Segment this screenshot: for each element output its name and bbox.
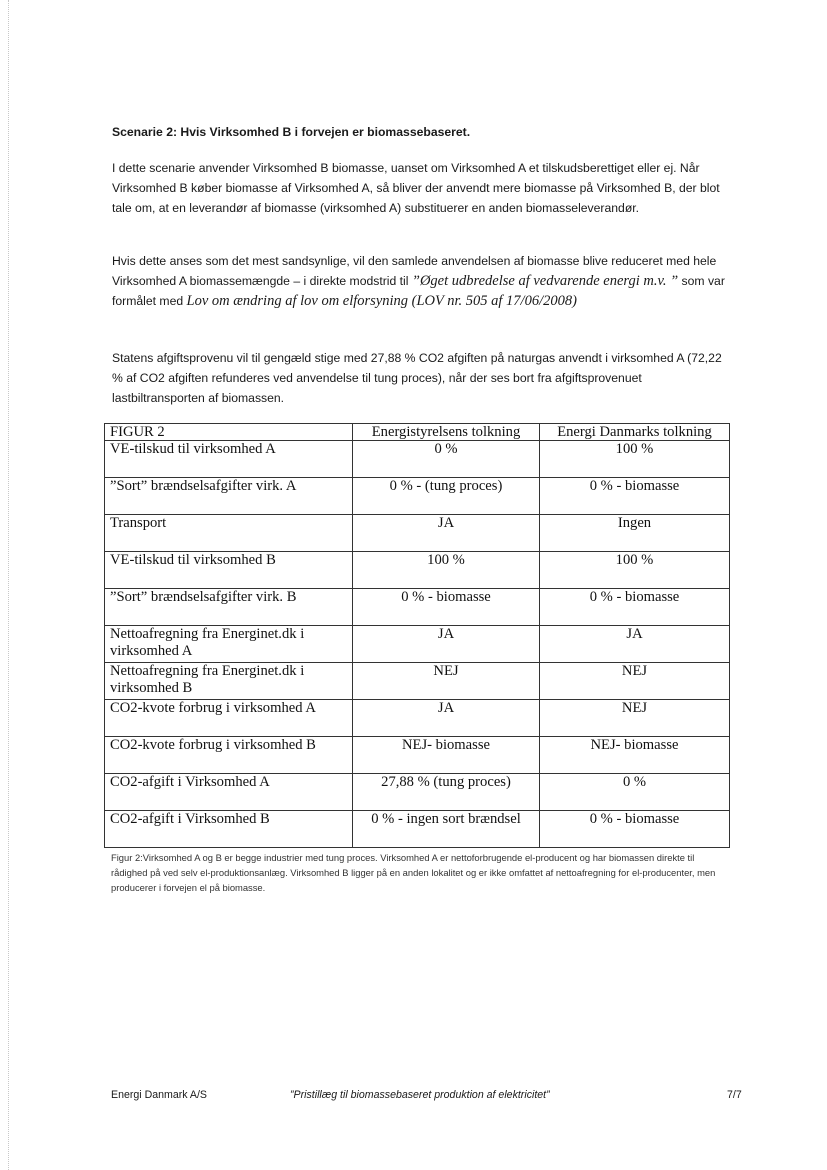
header-cell-energistyrelsen: Energistyrelsens tolkning: [353, 424, 540, 441]
energi-danmark-value: 100 %: [540, 441, 730, 478]
figure-2-table: [104, 423, 730, 848]
row-label: Transport: [105, 515, 353, 552]
energi-danmark-value: 100 %: [540, 552, 730, 589]
table-row: [105, 441, 730, 478]
table-row: [105, 552, 730, 589]
table-row: [105, 774, 730, 811]
scan-edge-line: [8, 0, 9, 1170]
table-row: [105, 663, 730, 700]
energistyrelsen-value: NEJ- biomasse: [353, 737, 540, 774]
energi-danmark-value: 0 % - biomasse: [540, 589, 730, 626]
footer-page-number: 7/7: [727, 1089, 742, 1101]
energistyrelsen-value: 100 %: [353, 552, 540, 589]
energi-danmark-value: 0 % - biomasse: [540, 811, 730, 848]
table-row: [105, 478, 730, 515]
table-row: [105, 700, 730, 737]
paragraph-2-text-b: som var formålet med: [112, 274, 725, 308]
paragraph-2-law-reference: Lov om ændring af lov om elforsyning (LOV nr. 505 af 17/06/2008): [186, 293, 577, 309]
energi-danmark-value: NEJ: [540, 663, 730, 700]
energistyrelsen-value: 0 %: [353, 441, 540, 478]
energistyrelsen-value: 0 % - biomasse: [353, 589, 540, 626]
row-label: CO2-kvote forbrug i virksomhed A: [105, 700, 353, 737]
row-label: CO2-afgift i Virksomhed A: [105, 774, 353, 811]
energistyrelsen-value: 27,88 % (tung proces): [353, 774, 540, 811]
energistyrelsen-value: JA: [353, 700, 540, 737]
energistyrelsen-value: NEJ: [353, 663, 540, 700]
energi-danmark-value: NEJ: [540, 700, 730, 737]
paragraph-3: Statens afgiftsprovenu vil til gengæld stige med 27,88 % CO2 afgiften på naturgas anvendt i virksomhed A (72,22 % af CO2 afgiften refunderes ved anvendelse til tung proces), når der ses bort fra afgiftsprovenuet lastbiltransporten af biomassen.: [112, 351, 722, 405]
row-label: Nettoafregning fra Energinet.dk i virksomhed A: [105, 626, 353, 663]
footer-company: Energi Danmark A/S: [111, 1089, 207, 1101]
header-cell-energi-danmark: Energi Danmarks tolkning: [540, 424, 730, 441]
paragraph-2-text-a: Hvis dette anses som det mest sandsynlige, vil den samlede anvendelsen af biomasse blive reduceret med hele Virksomhed A biomassemængde – i direkte modstrid til: [112, 254, 717, 288]
footer-document-title: ”Pristillæg til biomassebaseret produktion af elektricitet”: [290, 1089, 550, 1101]
header-cell-figure: FIGUR 2: [105, 424, 353, 441]
energi-danmark-value: 0 % - biomasse: [540, 478, 730, 515]
table-row: [105, 589, 730, 626]
section-heading: Scenarie 2: Hvis Virksomhed B i forvejen er biomassebaseret.: [112, 125, 471, 139]
row-label: ”Sort” brændselsafgifter virk. A: [105, 478, 353, 515]
table-row: [105, 626, 730, 663]
row-label: CO2-kvote forbrug i virksomhed B: [105, 737, 353, 774]
energi-danmark-value: 0 %: [540, 774, 730, 811]
energistyrelsen-value: JA: [353, 515, 540, 552]
table-row: [105, 737, 730, 774]
row-label: VE-tilskud til virksomhed A: [105, 441, 353, 478]
figure-caption: Figur 2:Virksomhed A og B er begge industrier med tung proces. Virksomhed A er nettoforbrugende el-producent og har biomassen direkte til rådighed på ved selv el-produktionsanlæg. Virksomhed B ligger på en anden lokalitet og er ikke omfattet af nettoafregning for el-producenter, men producerer i forvejen el på biomasse.: [111, 852, 716, 893]
energi-danmark-value: JA: [540, 626, 730, 663]
row-label: Nettoafregning fra Energinet.dk i virksomhed B: [105, 663, 353, 700]
row-label: ”Sort” brændselsafgifter virk. B: [105, 589, 353, 626]
table-row: [105, 515, 730, 552]
paragraph-2: [112, 251, 728, 311]
energistyrelsen-value: 0 % - ingen sort brændsel: [353, 811, 540, 848]
row-label: CO2-afgift i Virksomhed B: [105, 811, 353, 848]
energi-danmark-value: Ingen: [540, 515, 730, 552]
paragraph-1: I dette scenarie anvender Virksomhed B biomasse, uanset om Virksomhed A et tilskudsberettiget eller ej. Når Virksomhed B køber biomasse af Virksomhed A, så bliver der anvendt mere biomasse på Virksomhed B, der blot tale om, at en leverandør af biomasse (virksomhed A) substituerer en anden biomasseleverandør.: [112, 161, 720, 215]
paragraph-2-quote: ”Øget udbredelse af vedvarende energi m.v. ”: [411, 273, 679, 289]
row-label: VE-tilskud til virksomhed B: [105, 552, 353, 589]
energistyrelsen-value: JA: [353, 626, 540, 663]
table-header-row: [105, 424, 730, 441]
table-row: [105, 811, 730, 848]
energi-danmark-value: NEJ- biomasse: [540, 737, 730, 774]
energistyrelsen-value: 0 % - (tung proces): [353, 478, 540, 515]
